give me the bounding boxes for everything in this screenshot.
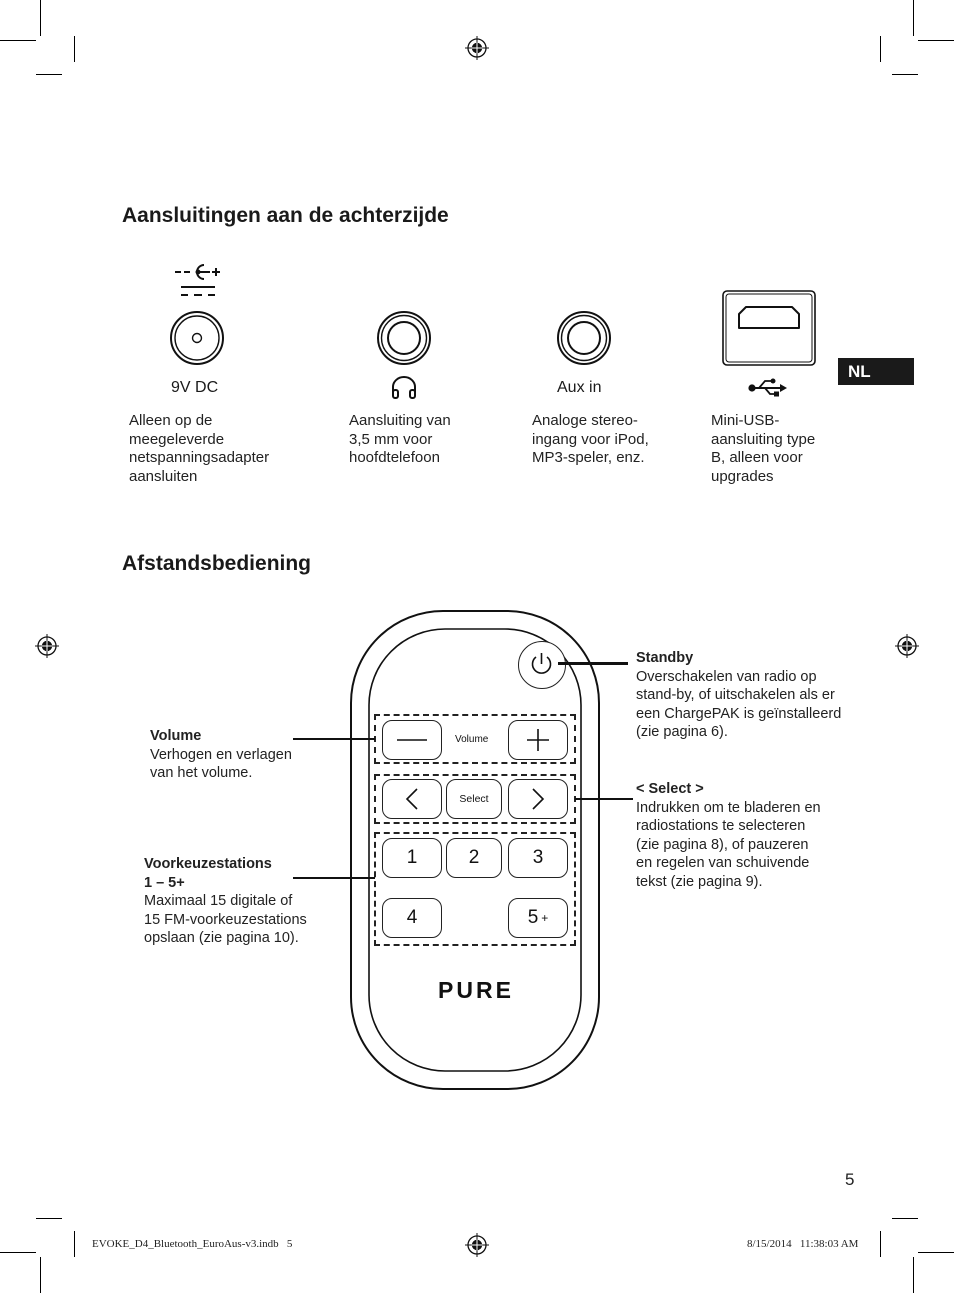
headphones-description: Aansluiting van 3,5 mm voor hoofdtelefoon bbox=[349, 412, 451, 466]
crop-mark bbox=[880, 1231, 881, 1257]
aux-description: Analoge stereo- ingang voor iPod, MP3-speler, enz. bbox=[532, 412, 649, 466]
footer-timestamp: 8/15/2014 11:38:03 AM bbox=[747, 1238, 859, 1250]
volume-up-button[interactable] bbox=[508, 720, 568, 760]
dc-polarity-icon bbox=[172, 262, 224, 300]
language-tab: NL bbox=[838, 358, 914, 385]
crop-mark bbox=[0, 40, 36, 41]
crop-mark bbox=[36, 74, 62, 75]
volume-down-button[interactable] bbox=[382, 720, 442, 760]
crop-mark bbox=[40, 0, 41, 36]
crop-mark bbox=[40, 1257, 41, 1293]
chevron-left-icon bbox=[405, 788, 419, 810]
crop-mark bbox=[892, 1218, 918, 1219]
dc-label: 9V DC bbox=[171, 379, 219, 396]
select-leader-line bbox=[575, 798, 633, 800]
standby-annotation: Standby Overschakelen van radio op stand-by, of uitschakelen als er een ChargePAK is geïnstalleerd (zie pagina 6). bbox=[636, 650, 842, 740]
page-number: 5 bbox=[845, 1170, 855, 1189]
pure-logo: PURE bbox=[438, 977, 514, 1003]
registration-mark-icon bbox=[35, 634, 59, 658]
next-button[interactable] bbox=[508, 779, 568, 819]
preset-2-button[interactable]: 2 bbox=[446, 838, 502, 878]
crop-mark bbox=[918, 40, 954, 41]
volume-annotation: Volume Verhogen en verlagen van het volume. bbox=[150, 728, 292, 781]
volume-leader-line bbox=[293, 738, 375, 740]
crop-mark bbox=[892, 74, 918, 75]
aux-jack-icon bbox=[554, 309, 614, 369]
preset-4-button[interactable]: 4 bbox=[382, 898, 442, 938]
crop-mark bbox=[74, 36, 75, 62]
crop-mark bbox=[880, 36, 881, 62]
preset-3-button[interactable]: 3 bbox=[508, 838, 568, 878]
connections-title: Aansluitingen aan de achterzijde bbox=[122, 204, 449, 227]
crop-mark bbox=[36, 1218, 62, 1219]
select-annotation: < Select > Indrukken om te bladeren en radiostations te selecteren (zie pagina 8), of pauzeren en regelen van schuivende tekst (zie pagina 9). bbox=[636, 781, 821, 890]
crop-mark bbox=[913, 1257, 914, 1293]
presets-annotation: Voorkeuzestations 1 – 5+ Maximaal 15 digitale of 15 FM-voorkeuzestations opslaan (zie pagina 10). bbox=[144, 856, 307, 946]
crop-mark bbox=[0, 1252, 36, 1253]
previous-button[interactable] bbox=[382, 779, 442, 819]
aux-label: Aux in bbox=[557, 379, 602, 396]
crop-mark bbox=[918, 1252, 954, 1253]
usb-icon bbox=[746, 377, 788, 399]
preset-1-button[interactable]: 1 bbox=[382, 838, 442, 878]
standby-leader-line bbox=[558, 662, 628, 665]
preset-5-plus-button[interactable] bbox=[508, 898, 568, 938]
footer-filename: EVOKE_D4_Bluetooth_EuroAus-v3.indb 5 bbox=[92, 1238, 293, 1250]
registration-mark-icon bbox=[895, 634, 919, 658]
dc-description: Alleen op de meegeleverde netspanningsadapter aansluiten bbox=[129, 412, 270, 485]
preset-plus-label: + bbox=[541, 911, 549, 925]
remote-title: Afstandsbediening bbox=[122, 552, 312, 575]
usb-description: Mini-USB- aansluiting type B, alleen voor upgrades bbox=[711, 412, 816, 485]
registration-mark-icon bbox=[465, 1233, 489, 1257]
crop-mark bbox=[913, 0, 914, 36]
chevron-right-icon bbox=[531, 788, 545, 810]
registration-mark-icon bbox=[465, 36, 489, 60]
minus-icon bbox=[397, 738, 427, 742]
preset-5-label: 5 bbox=[527, 907, 539, 928]
volume-label: Volume bbox=[455, 734, 489, 745]
usb-port-icon bbox=[722, 290, 816, 366]
headphone-jack-icon bbox=[374, 309, 434, 369]
select-button[interactable]: Select bbox=[446, 779, 502, 819]
crop-mark bbox=[74, 1231, 75, 1257]
dc-power-icon bbox=[167, 309, 227, 369]
headphones-icon bbox=[390, 375, 418, 401]
plus-icon bbox=[527, 729, 549, 751]
standby-button[interactable] bbox=[518, 641, 566, 689]
